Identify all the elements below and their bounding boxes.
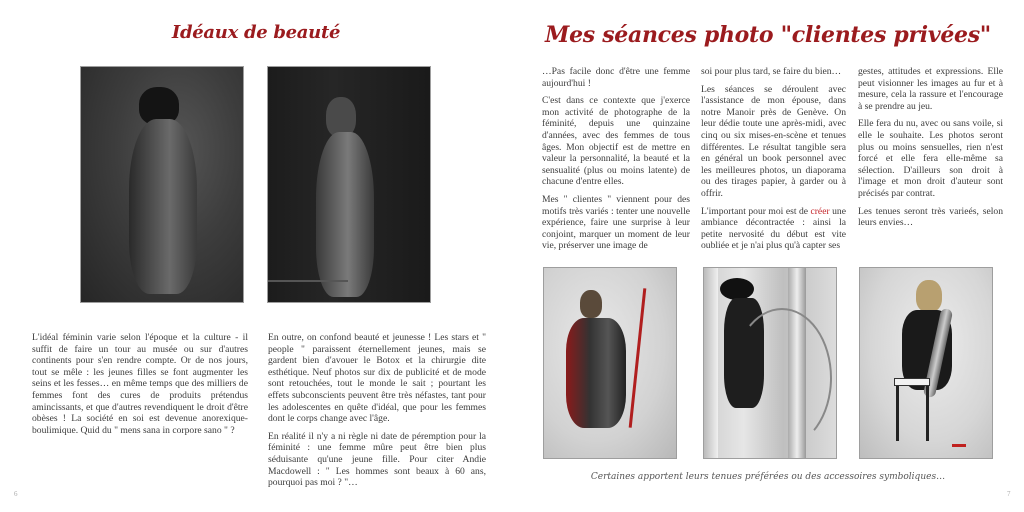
left-column-2 <box>268 332 486 495</box>
paragraph: soi pour plus tard, se faire du bien… <box>701 66 842 77</box>
paragraph: …Pas facile donc d'être une femme aujourd'hui ! <box>542 66 690 89</box>
left-column-1 <box>32 332 248 442</box>
paragraph: Les séances se déroulent avec l'assistance de mon épouse, dans notre Manoir près de Genève. On leur dédie toute une après-midi, avec cinq ou six mises-en-scène et tenues différentes. Le résultat tangible sera en général un book personnel avec les meilleures photos, un diaporama ou des tirages papier, à garder ou à offrir. <box>701 83 846 199</box>
paragraph: En réalité il n'y a ni règle ni date de péremption pour la féminité : une femme mûre peut être bien plus séduisante qu'une jeune fille. Pour citer Andie Macdowell : " Les hommes sont beaux à 60 ans, pourquoi pas moi ? "… <box>268 430 486 489</box>
right-column-2 <box>701 66 846 258</box>
saxophone-photo <box>859 267 993 459</box>
page-number-left: 6 <box>14 490 18 498</box>
right-page <box>512 0 1024 512</box>
paragraph: Elle fera du nu, avec ou sans voile, si elle le souhaite. Les photos seront plus ou moins sensuelles, rien n'est forcé et elle fera elle-même sa sélection. D'ailleurs son droit à l'image et mon droit d'auteur sont précisés par contrat. <box>858 118 1003 199</box>
highlighted-word: créer <box>810 205 830 217</box>
text-before: L'important pour moi est de <box>701 205 811 217</box>
left-page-title: Idéaux de beauté <box>171 22 341 43</box>
racing-suit-photo <box>543 267 677 459</box>
text-after: une ambiance décontractée : ainsi la petite nervosité du début est vite oubliée et je n'ai plus qu'à capter ses <box>701 205 846 252</box>
page-number-right: 7 <box>1007 490 1011 498</box>
spiral-staircase-photo <box>703 267 837 459</box>
paragraph: Mes " clientes " viennent pour des motifs très variés : tenter une nouvelle expérience, faire une surprise à leur conjoint, marquer un moment de leur vie, préserver une image de <box>542 193 690 252</box>
paragraph: L'idéal féminin varie selon l'époque et la culture - il suffit de faire un tour au musée ou sur d'autres continents pour s'en rendre compte. Or de nos jours, tout se mêle : les jeunes filles se font augmenter les seins et les fesses… en même temps que des milliers de femmes font des cures de produits prétendus amincissants, et que d'autres revendiquent le droit d'être obèses ! La société en soi est devenue anorexique-boulimique. Quid du " mens sana in corpore sano " ? <box>32 332 248 436</box>
paragraph: En outre, on confond beauté et jeunesse ! Les stars et " people " paraissent éternellement jeunes, mais se gardent bien d'avouer le Botox et la chirurgie dite esthétique. Neuf photos sur dix de publicité et de mode sont retouchées, tout le monde le sait ; pourtant les effets subconscients peuvent être très néfastes, tant pour les adolescentes en quête d'idéal, que pour les femmes dont le corps change avec l'âge. <box>268 332 486 425</box>
paragraph: gestes, attitudes et expressions. Elle peut visionner les images au fur et à mesure, cela la rassure et l'encourage à se prendre au jeu. <box>858 66 1003 112</box>
right-page-title: Mes séances photo "clientes privées" <box>545 22 991 48</box>
paragraph: C'est dans ce contexte que j'exerce mon activité de photographe de la féminité, depuis une quinzaine d'années, avec des femmes de tous âges. Mon objectif est de mettre en valeur la personnalité, la beauté et la sensualité (plus ou moins latente) de chacune d'entre elles. <box>542 95 690 188</box>
photo-caption: Certaines apportent leurs tenues préférées ou des accessoires symboliques… <box>590 472 946 482</box>
right-column-3 <box>858 66 1003 235</box>
highlight-paragraph <box>701 206 846 252</box>
right-column-1 <box>542 66 690 258</box>
paragraph: Les tenues seront très varieés, selon leurs envies… <box>858 205 1003 229</box>
nude-back-photo <box>80 66 244 303</box>
nude-front-photo <box>267 66 431 303</box>
